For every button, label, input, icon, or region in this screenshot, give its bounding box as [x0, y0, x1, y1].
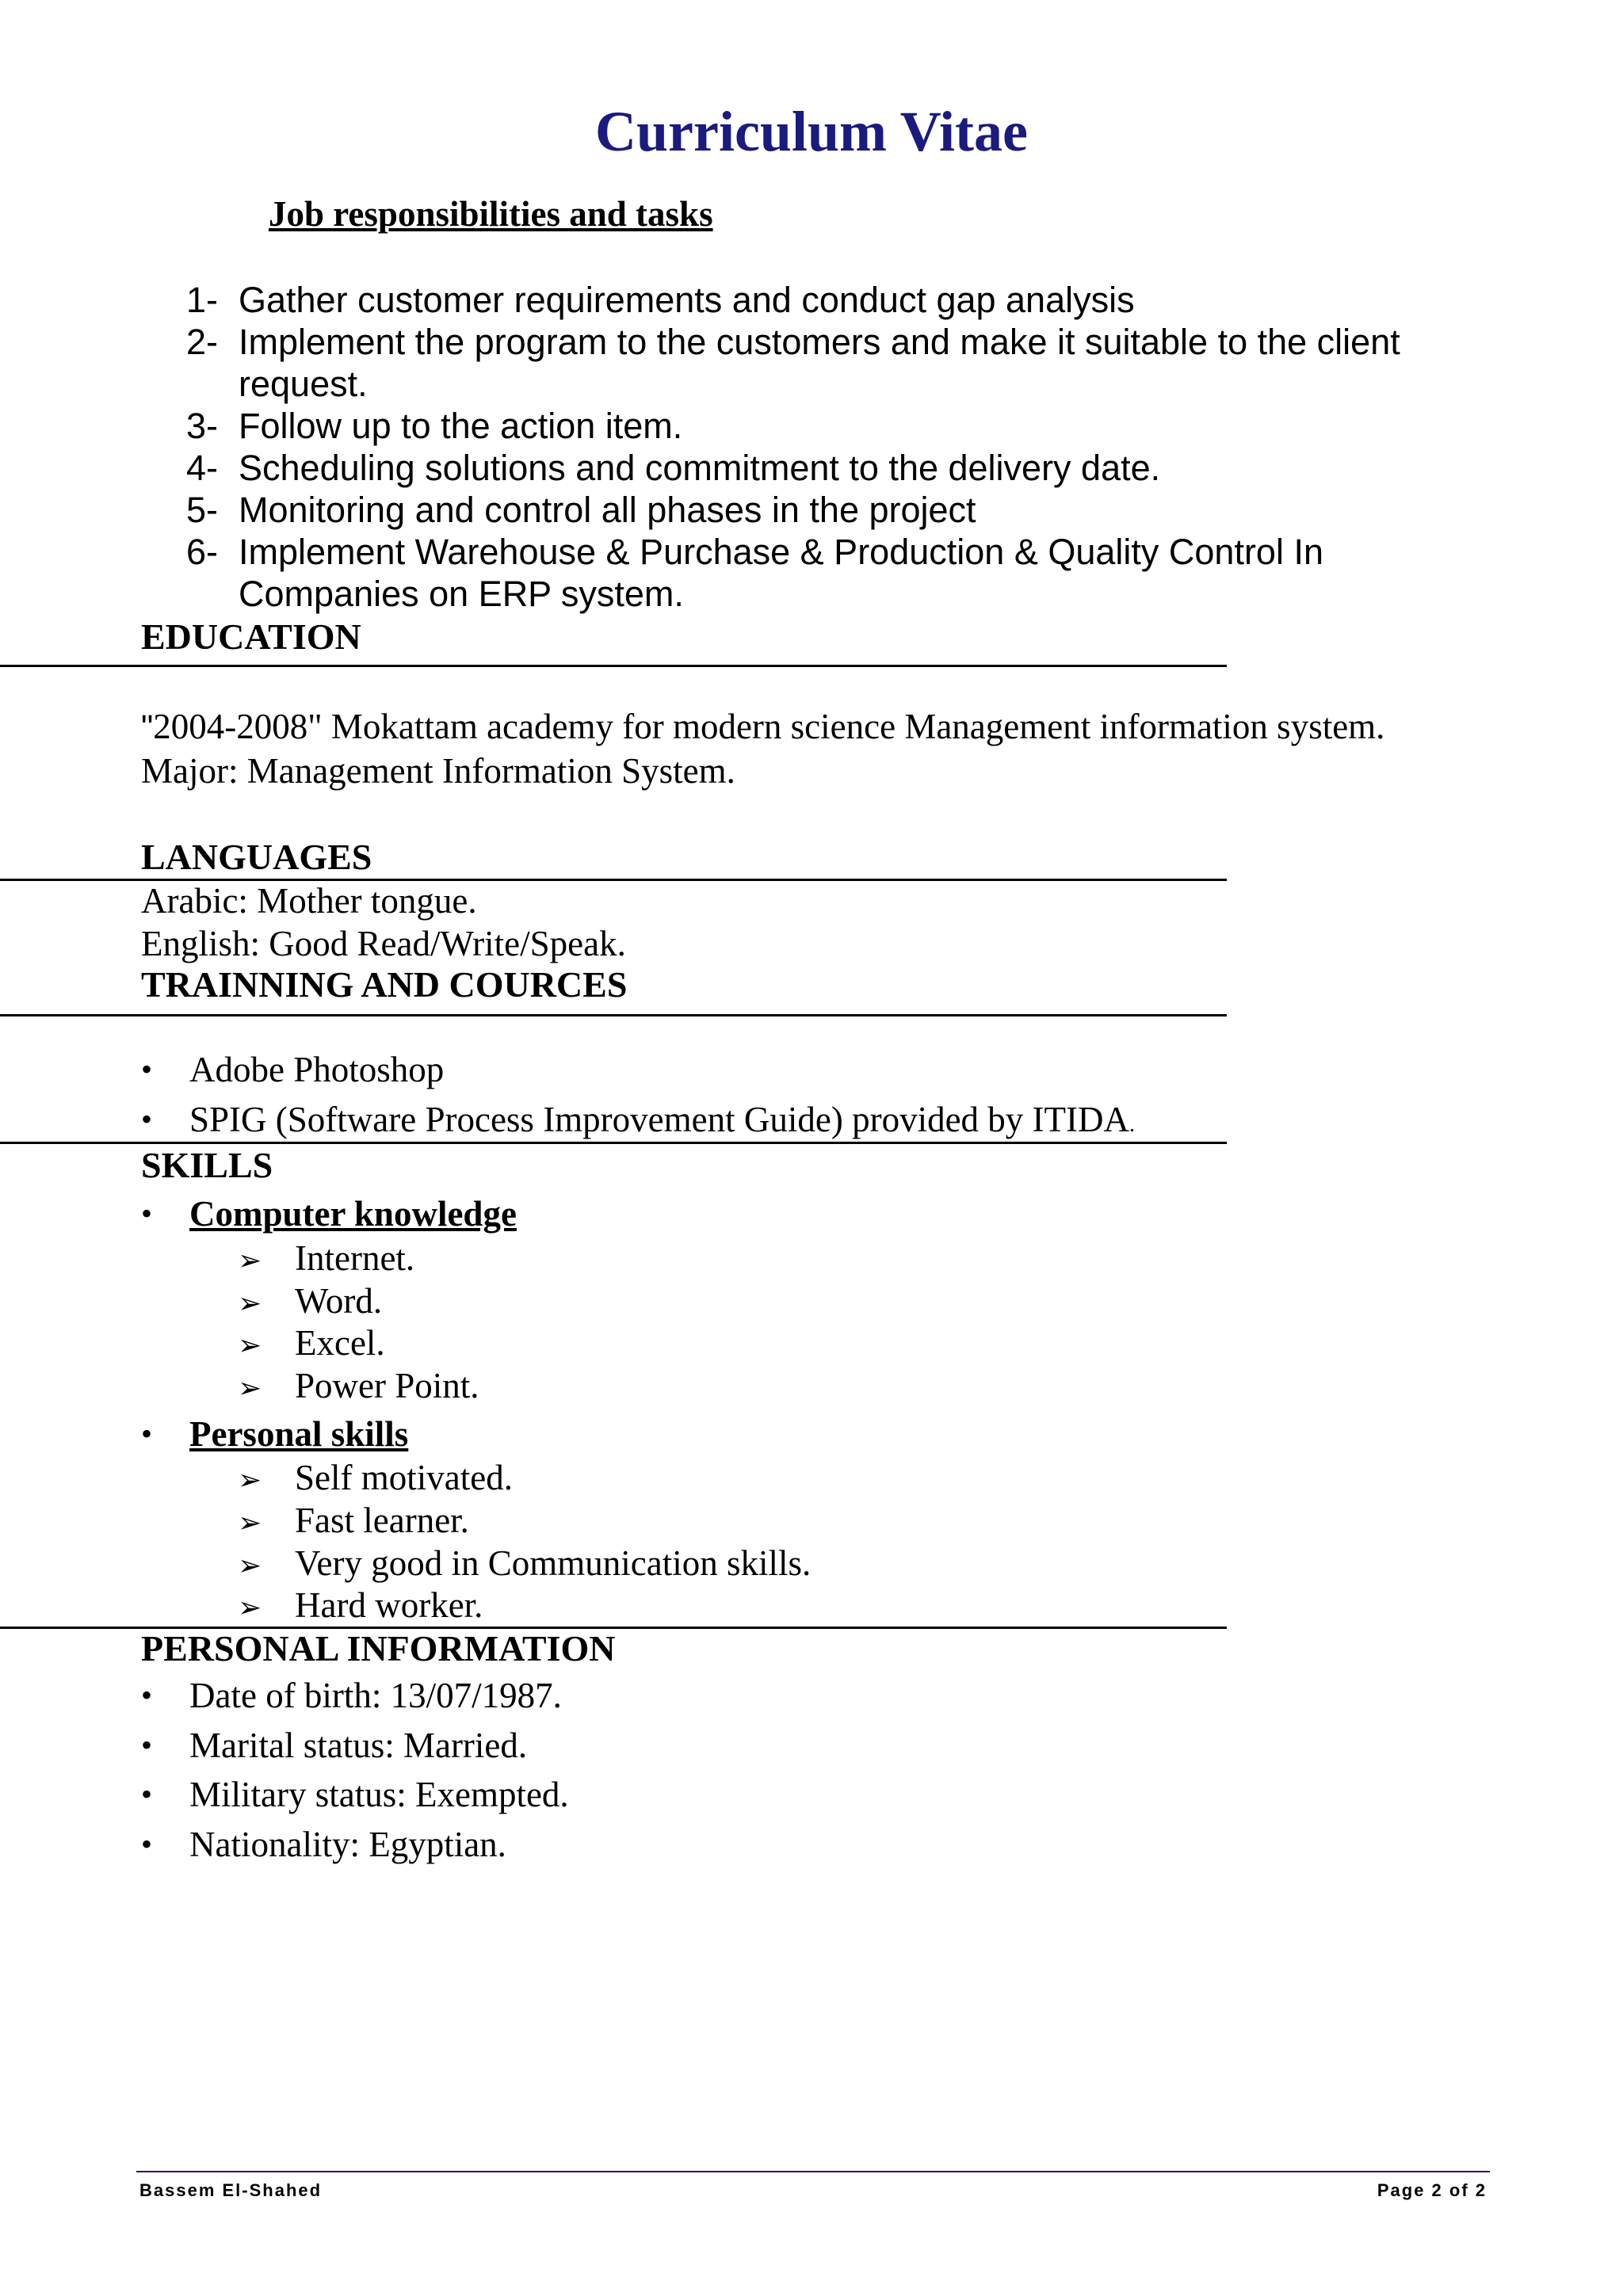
skills-heading: SKILLS [141, 1145, 273, 1185]
education-heading: EDUCATION [141, 616, 361, 657]
skill-item-text: Power Point. [295, 1366, 479, 1405]
arrow-bullet-icon: ➢ [238, 1245, 262, 1277]
job-task-text: Scheduling solutions and commitment to the delivery date. [239, 448, 1161, 488]
languages-heading: LANGUAGES [141, 837, 372, 877]
bullet-icon: • [141, 1196, 153, 1231]
personal-info-item [141, 1821, 506, 1868]
section-divider [0, 665, 1227, 667]
job-responsibilities-heading: Job responsibilities and tasks [269, 194, 713, 234]
footer-author: Bassem El-Shahed [139, 2180, 323, 2200]
skill-item-text: Fast learner. [295, 1501, 469, 1540]
job-task-text-continued: request. [239, 364, 368, 404]
arrow-bullet-icon: ➢ [238, 1550, 262, 1582]
job-task-item [186, 321, 1400, 405]
bullet-icon: • [141, 1101, 153, 1137]
skill-item [238, 1364, 479, 1410]
skill-item-text: Self motivated. [295, 1458, 513, 1497]
job-task-text-continued: Companies on ERP system. [239, 574, 684, 614]
skill-item-text: Excel. [295, 1323, 385, 1363]
education-open-quote: " [141, 708, 154, 746]
job-task-text: Implement Warehouse & Purchase & Production & Quality Control In [239, 532, 1323, 572]
job-task-item [186, 489, 1400, 531]
job-task-text: Gather customer requirements and conduct gap analysis [239, 280, 1135, 320]
bullet-icon: • [141, 1826, 153, 1862]
job-task-text: Monitoring and control all phases in the project [239, 490, 976, 530]
bullet-icon: • [141, 1727, 153, 1763]
bullet-icon: • [141, 1776, 153, 1812]
arrow-bullet-icon: ➢ [238, 1372, 262, 1405]
document-title: Curriculum Vitae [595, 100, 1028, 163]
arrow-bullet-icon: ➢ [238, 1507, 262, 1539]
skill-item-text: Internet. [295, 1238, 415, 1278]
footer-page-number: Page 2 of 2 [1377, 2180, 1487, 2200]
job-task-text: Follow up to the action item. [239, 406, 683, 446]
language-item: Arabic: Mother tongue. [141, 881, 477, 921]
personal-info-text: Date of birth: 13/07/1987. [189, 1676, 562, 1715]
bullet-icon: • [141, 1416, 153, 1451]
bullet-icon: • [141, 1677, 153, 1713]
job-task-item [186, 531, 1400, 615]
training-item-text: Adobe Photoshop [189, 1050, 445, 1089]
job-task-number: 4- [186, 448, 219, 488]
job-task-item [186, 279, 1400, 321]
education-entry-text: 2004-2008" Mokattam academy for modern science Management information system. [153, 707, 1385, 746]
personal-info-text: Military status: Exempted. [189, 1775, 569, 1814]
job-tasks-list [186, 279, 1400, 615]
arrow-bullet-icon: ➢ [238, 1329, 262, 1362]
job-task-item [186, 447, 1400, 489]
personal-info-text: Marital status: Married. [189, 1726, 528, 1765]
job-task-number: 3- [186, 406, 219, 446]
training-item-text: SPIG (Software Process Improvement Guide) provided by ITIDA [189, 1100, 1129, 1139]
education-major: Major: Management Information System. [141, 751, 735, 791]
skill-item [238, 1322, 385, 1367]
skill-item [238, 1584, 483, 1630]
skill-item-text: Hard worker. [295, 1585, 483, 1625]
job-task-item [186, 405, 1400, 447]
skills-group-heading [141, 1190, 517, 1238]
arrow-bullet-icon: ➢ [238, 1464, 262, 1497]
skill-item [238, 1499, 469, 1545]
skill-item [238, 1280, 382, 1325]
job-task-number: 2- [186, 322, 219, 362]
personal-skills-title: Personal skills [189, 1414, 409, 1454]
training-item [141, 1096, 1135, 1149]
training-item-trailing-dot: . [1129, 1112, 1135, 1137]
personal-info-text: Nationality: Egyptian. [189, 1825, 506, 1864]
training-item [141, 1046, 444, 1093]
arrow-bullet-icon: ➢ [238, 1287, 262, 1320]
arrow-bullet-icon: ➢ [238, 1592, 262, 1624]
skill-item [238, 1542, 811, 1588]
training-heading: TRAINNING AND COURCES [141, 964, 628, 1005]
skill-item [238, 1456, 513, 1502]
job-task-text: Implement the program to the customers and make it suitable to the client [239, 322, 1400, 362]
job-task-number: 1- [186, 280, 219, 320]
skills-group-heading [141, 1410, 408, 1458]
personal-info-item [141, 1722, 527, 1769]
bullet-icon: • [141, 1051, 153, 1087]
section-divider [0, 1014, 1227, 1016]
language-item: English: Good Read/Write/Speak. [141, 924, 626, 963]
computer-knowledge-title: Computer knowledge [189, 1194, 517, 1234]
skill-item-text: Very good in Communication skills. [295, 1543, 812, 1583]
personal-info-item [141, 1771, 569, 1818]
footer-divider [136, 2171, 1490, 2172]
education-entry [141, 705, 1384, 749]
skill-item [238, 1237, 414, 1283]
job-task-number: 5- [186, 490, 219, 530]
personal-info-item [141, 1672, 562, 1719]
skill-item-text: Word. [295, 1281, 383, 1321]
job-task-number: 6- [186, 532, 219, 572]
personal-info-heading: PERSONAL INFORMATION [141, 1628, 616, 1669]
